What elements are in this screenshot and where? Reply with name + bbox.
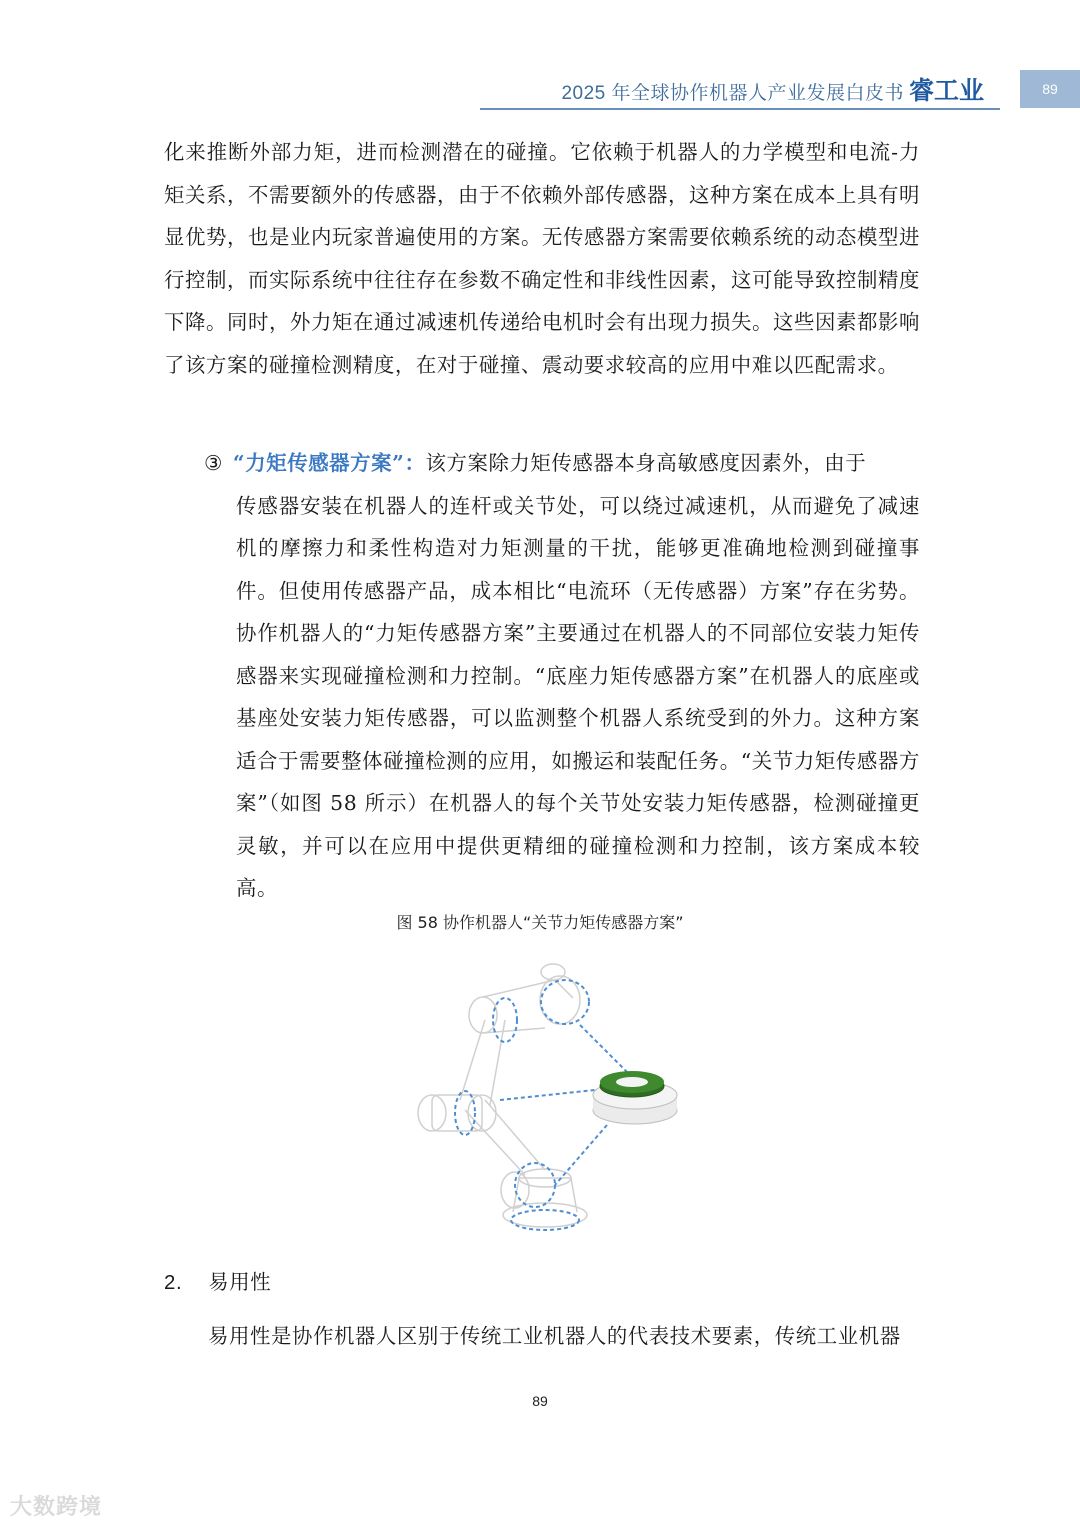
robot-arm-figure	[395, 950, 695, 1250]
figure-caption: 图 58 协作机器人“关节力矩传感器方案”	[396, 913, 684, 932]
body-paragraph-usability: 易用性是协作机器人区别于传统工业机器人的代表技术要素，传统工业机器	[208, 1324, 901, 1348]
section-heading	[164, 1266, 271, 1295]
list-item-torque-sensor	[204, 442, 920, 910]
brand-logo: 睿工业	[908, 76, 984, 105]
list-item-text-continued: 传感器安装在机器人的连杆或关节处，可以绕过减速机，从而避免了减速机的摩擦力和柔性构造对力矩测量的干扰，能够更准确地检测到碰撞事件。但使用传感器产品，成本相比“电流环（无传感器）方案”存在劣势。协作机器人的“力矩传感器方案”主要通过在机器人的不同部位安装力矩传感器来实现碰撞检测和力控制。“底座力矩传感器方案”在机器人的底座或基座处安装力矩传感器，可以监测整个机器人系统受到的外力。这种方案适合于需要整体碰撞检测的应用，如搬运和装配任务。“关节力矩传感器方案”（如图 58 所示）在机器人的每个关节处安装力矩传感器，检测碰撞更灵敏，并可以在应用中提供更精细的碰撞检测和力控制，该方案成本较高。	[236, 493, 920, 900]
page-header	[0, 70, 1080, 112]
section-title: 易用性	[208, 1270, 272, 1294]
document-title: 2025 年全球协作机器人产业发展白皮书	[561, 83, 904, 104]
watermark: 大数跨境	[10, 1495, 103, 1520]
list-item-text: 该方案除力矩传感器本身高敏感度因素外，由于	[425, 451, 867, 475]
body-paragraph: 化来推断外部力矩，进而检测潜在的碰撞。它依赖于机器人的力学模型和电流-力矩关系，不需要额外的传感器，由于不依赖外部传感器，这种方案在成本上具有明显优势，也是业内玩家普遍使用的方案。无传感器方案需要依赖系统的动态模型进行控制，而实际系统中往往存在参数不确定性和非线性因素，这可能导致控制精度下降。同时，外力矩在通过减速机传递给电机时会有出现力损失。这些因素都影响了该方案的碰撞检测精度，在对于碰撞、震动要求较高的应用中难以匹配需求。	[164, 140, 920, 377]
highlighted-term: “力矩传感器方案”：	[232, 451, 426, 475]
header-page-number: 89	[1020, 70, 1080, 108]
footer-page-number: 89	[532, 1393, 548, 1409]
list-marker: ③	[204, 451, 223, 475]
header-divider	[480, 108, 1000, 110]
section-number: 2.	[164, 1272, 183, 1294]
